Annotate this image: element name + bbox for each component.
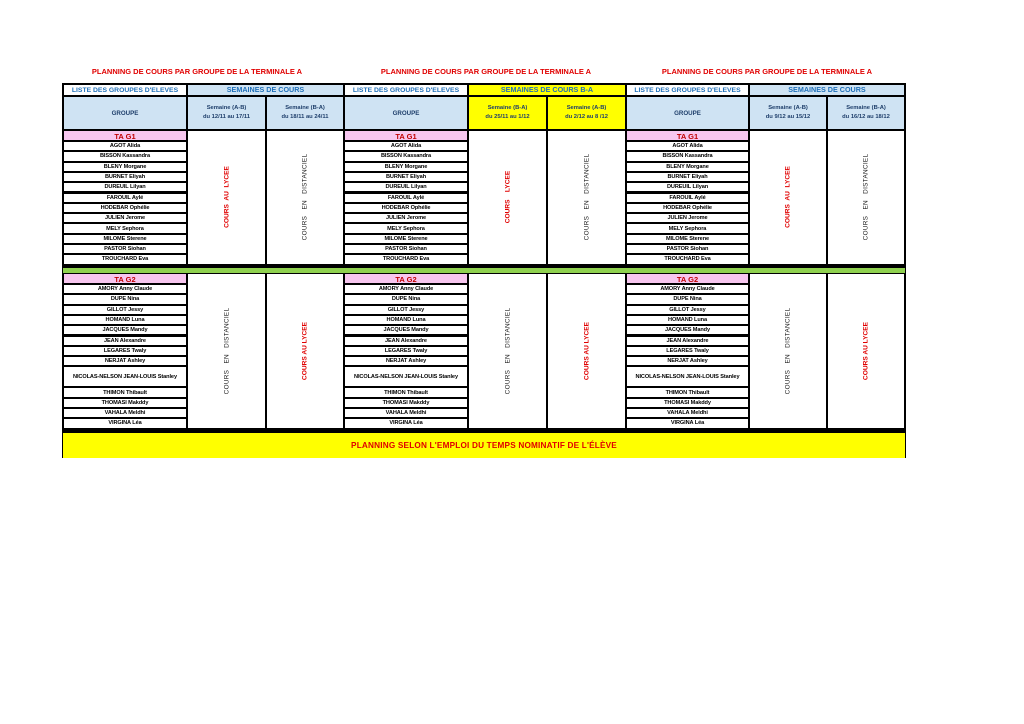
panel-title: PLANNING DE COURS PAR GROUPE DE LA TERMINALE A [380, 67, 592, 76]
student-name: BLENY Morgane [626, 162, 749, 172]
schedule-cell [187, 273, 266, 429]
student-name: AGOT Alida [63, 141, 187, 151]
student-name: JULIEN Jerome [626, 213, 749, 223]
student-name: BLENY Morgane [63, 162, 187, 172]
cours-distanciel-label: COURS EN DISTANCIEL [504, 307, 511, 395]
student-name: FAROUIL Aylé [626, 193, 749, 203]
student-name: MILOME Sterene [63, 234, 187, 244]
student-name: JEAN Alexandre [626, 336, 749, 346]
group-label: TA G1 [63, 130, 187, 141]
student-name: JACQUES Mandy [344, 325, 468, 335]
student-name: GILLOT Jessy [344, 305, 468, 315]
student-name: LEGARES Twaly [626, 346, 749, 356]
cours-au-lycee-label: COURS AU LYCEE [583, 321, 590, 380]
week1-header [187, 96, 266, 130]
group-label: TA G2 [344, 273, 468, 284]
week2-dates: du 18/11 au 24/11 [281, 114, 329, 120]
student-name: BISSON Kassandra [63, 151, 187, 161]
student-name: MILOME Sterene [344, 234, 468, 244]
week2-dates: du 16/12 au 18/12 [842, 114, 890, 120]
semaines-header: SEMAINES DE COURS [749, 84, 905, 96]
student-name: AMORY Anny Claude [626, 284, 749, 294]
week1-header [749, 96, 827, 130]
student-name: TROUCHARD Eva [626, 254, 749, 264]
student-name: NERJAT Ashley [63, 356, 187, 366]
week1-label: Semaine (B-A) [487, 105, 528, 111]
student-name: JULIEN Jerome [63, 213, 187, 223]
liste-groupes-header: LISTE DES GROUPES D'ELEVES [63, 84, 187, 96]
cours-distanciel-label: COURS EN DISTANCIEL [301, 153, 309, 241]
week2-header [827, 96, 905, 130]
student-name: VIRGINA Léa [344, 418, 468, 428]
schedule-cell [749, 273, 827, 429]
student-name: NICOLAS-NELSON JEAN-LOUIS Stanley [344, 366, 468, 387]
student-name: DUPE Nina [63, 294, 187, 304]
student-name: HOMAND Luna [63, 315, 187, 325]
student-name: BLENY Morgane [344, 162, 468, 172]
cours-au-lycee-label: COURS AU LYCEE [862, 321, 870, 380]
student-name: VAHALA Meldhi [63, 408, 187, 418]
student-name: PASTOR Siohan [626, 244, 749, 254]
student-name: PASTOR Siohan [63, 244, 187, 254]
student-name: BISSON Kassandra [344, 151, 468, 161]
week2-label: Semaine (A-B) [566, 105, 607, 111]
liste-groupes-header: LISTE DES GROUPES D'ELEVES [626, 84, 749, 96]
student-name: HOMAND Luna [626, 315, 749, 325]
student-name: NICOLAS-NELSON JEAN-LOUIS Stanley [63, 366, 187, 387]
student-name: VIRGINA Léa [626, 418, 749, 428]
student-name: HODEBAR Ophélie [626, 203, 749, 213]
groupe-column-header: GROUPE [344, 96, 468, 130]
student-name: GILLOT Jessy [626, 305, 749, 315]
student-name: AMORY Anny Claude [344, 284, 468, 294]
schedule-cell [468, 273, 547, 429]
student-name: THOMASI Makddy [344, 398, 468, 408]
student-name: AMORY Anny Claude [63, 284, 187, 294]
student-name: MELY Sephora [344, 223, 468, 233]
student-name: BURNET Eliyah [626, 172, 749, 182]
student-name: DUPE Nina [626, 294, 749, 304]
student-name: THIMON Thibault [63, 387, 187, 397]
student-name: NICOLAS-NELSON JEAN-LOUIS Stanley [626, 366, 749, 387]
week1-dates: du 25/11 au 1/12 [485, 114, 530, 120]
student-name: FAROUIL Aylé [344, 193, 468, 203]
panel-title: PLANNING DE COURS PAR GROUPE DE LA TERMINALE A [91, 67, 303, 76]
week2-header [547, 96, 626, 130]
student-name: DUREUIL Lilyan [63, 182, 187, 192]
week1-label: Semaine (A-B) [206, 105, 247, 111]
student-name: AGOT Alida [344, 141, 468, 151]
schedule-cell [187, 130, 266, 265]
student-name: JEAN Alexandre [344, 336, 468, 346]
student-name: NERJAT Ashley [626, 356, 749, 366]
student-name: VAHALA Meldhi [344, 408, 468, 418]
student-name: DUPE Nina [344, 294, 468, 304]
cours-au-lycee-label: COURS LYCEE [504, 171, 511, 224]
panel-title: PLANNING DE COURS PAR GROUPE DE LA TERMINALE A [661, 67, 873, 76]
cours-au-lycee-label: COURS AU LYCEE [784, 166, 792, 229]
schedule-cell [266, 273, 344, 429]
week1-header [468, 96, 547, 130]
cours-distanciel-label: COURS EN DISTANCIEL [583, 153, 590, 241]
planning-footer-banner: PLANNING SELON L'EMPLOI DU TEMPS NOMINATIF DE L'ÉLÈVE [63, 432, 905, 458]
semaines-header: SEMAINES DE COURS [187, 84, 344, 96]
student-name: JACQUES Mandy [63, 325, 187, 335]
student-name: MELY Sephora [63, 223, 187, 233]
student-name: VAHALA Meldhi [626, 408, 749, 418]
student-name: LEGARES Twaly [63, 346, 187, 356]
student-name: HODEBAR Ophélie [63, 203, 187, 213]
student-name: FAROUIL Aylé [63, 193, 187, 203]
schedule-cell [547, 130, 626, 265]
student-name: MELY Sephora [626, 223, 749, 233]
student-name: BURNET Eliyah [344, 172, 468, 182]
planning-grid [62, 83, 906, 458]
schedule-cell [547, 273, 626, 429]
week1-dates: du 12/11 au 17/11 [202, 114, 251, 120]
student-name: DUREUIL Lilyan [626, 182, 749, 192]
student-name: GILLOT Jessy [63, 305, 187, 315]
group-separator [63, 268, 905, 273]
student-name: BURNET Eliyah [63, 172, 187, 182]
group-label: TA G1 [344, 130, 468, 141]
student-name: AGOT Alida [626, 141, 749, 151]
week2-label: Semaine (B-A) [846, 105, 886, 111]
student-name: TROUCHARD Eva [344, 254, 468, 264]
cours-distanciel-label: COURS EN DISTANCIEL [223, 307, 230, 395]
schedule-cell [827, 273, 905, 429]
student-name: LEGARES Twaly [344, 346, 468, 356]
student-name: VIRGINA Léa [63, 418, 187, 428]
student-name: THOMASI Makddy [626, 398, 749, 408]
week2-header [266, 96, 344, 130]
schedule-cell [468, 130, 547, 265]
student-name: TROUCHARD Eva [63, 254, 187, 264]
student-name: THIMON Thibault [344, 387, 468, 397]
student-name: JACQUES Mandy [626, 325, 749, 335]
group-label: TA G2 [63, 273, 187, 284]
cours-au-lycee-label: COURS AU LYCEE [223, 166, 230, 229]
student-name: JULIEN Jerome [344, 213, 468, 223]
week1-label: Semaine (A-B) [768, 105, 808, 111]
schedule-cell [827, 130, 905, 265]
cours-distanciel-label: COURS EN DISTANCIEL [862, 153, 870, 241]
student-name: THOMASI Makddy [63, 398, 187, 408]
student-name: NERJAT Ashley [344, 356, 468, 366]
student-name: MILOME Sterene [626, 234, 749, 244]
semaines-header: SEMAINES DE COURS B-A [468, 84, 626, 96]
student-name: BISSON Kassandra [626, 151, 749, 161]
groupe-column-header: GROUPE [626, 96, 749, 130]
liste-groupes-header: LISTE DES GROUPES D'ELEVES [344, 84, 468, 96]
group-label: TA G1 [626, 130, 749, 141]
student-name: PASTOR Siohan [344, 244, 468, 254]
week2-label: Semaine (B-A) [285, 105, 325, 111]
student-name: THIMON Thibault [626, 387, 749, 397]
groupe-column-header: GROUPE [63, 96, 187, 130]
student-name: DUREUIL Lilyan [344, 182, 468, 192]
cours-au-lycee-label: COURS AU LYCEE [301, 321, 309, 380]
student-name: HOMAND Luna [344, 315, 468, 325]
student-name: JEAN Alexandre [63, 336, 187, 346]
schedule-cell [749, 130, 827, 265]
cours-distanciel-label: COURS EN DISTANCIEL [784, 307, 792, 395]
schedule-cell [266, 130, 344, 265]
student-name: HODEBAR Ophélie [344, 203, 468, 213]
group-label: TA G2 [626, 273, 749, 284]
week1-dates: du 9/12 au 15/12 [765, 114, 811, 120]
week2-dates: du 2/12 au 8 /12 [565, 114, 608, 120]
